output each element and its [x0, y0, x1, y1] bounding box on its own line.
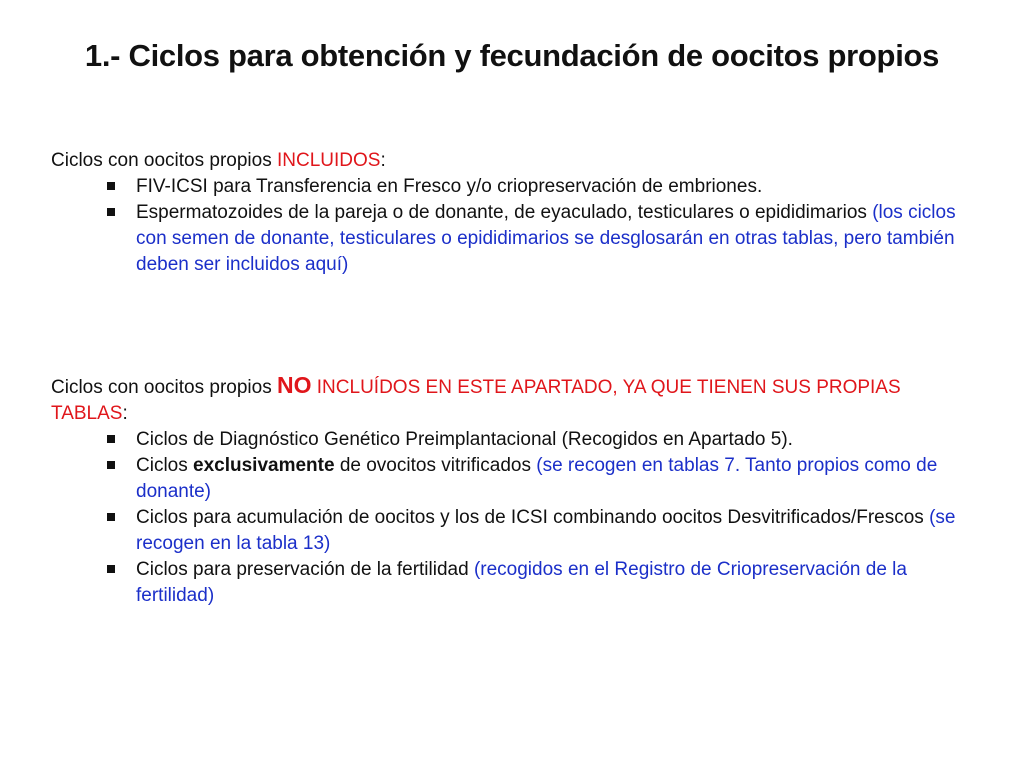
list-item: [51, 174, 981, 200]
list-item-text: Ciclos para acumulación de oocitos y los de ICSI combinando oocitos Desvitrificados/Frescos: [136, 507, 930, 528]
list-item-note: (recogidos en el Registro de Criopreservación de la fertilidad): [136, 559, 907, 606]
list-item-note: (se recogen en tablas 7. Tanto propios como de donante): [136, 455, 938, 502]
square-bullet-icon: [107, 182, 115, 190]
included-section: [51, 148, 981, 278]
excluded-heading-highlight: INCLUÍDOS EN ESTE APARTADO, YA QUE TIENEN SUS PROPIAS TABLAS: [51, 377, 901, 424]
list-item-text: Ciclos para preservación de la fertilidad: [136, 559, 474, 580]
list-item-note: (se recogen en la tabla 13): [136, 507, 956, 554]
list-item-text: Ciclos de Diagnóstico Genético Preimplantacional (Recogidos en Apartado 5).: [136, 429, 793, 450]
list-item: [51, 427, 981, 453]
list-item: [51, 505, 981, 557]
list-item-text: de ovocitos vitrificados: [334, 455, 537, 476]
square-bullet-icon: [107, 513, 115, 521]
square-bullet-icon: [107, 208, 115, 216]
included-heading-suffix: :: [380, 150, 386, 171]
included-list: [51, 174, 981, 278]
square-bullet-icon: [107, 565, 115, 573]
list-item: [51, 557, 981, 609]
square-bullet-icon: [107, 461, 115, 469]
slide-title: 1.- Ciclos para obtención y fecundación de oocitos propios: [84, 38, 940, 73]
list-item: [51, 453, 981, 505]
square-bullet-icon: [107, 435, 115, 443]
excluded-heading: [51, 372, 981, 427]
list-item-note: (los ciclos con semen de donante, testiculares o epididimarios se desglosarán en otras tablas, pero también deben ser incluidos aquí): [136, 202, 956, 275]
included-heading-prefix: Ciclos con oocitos propios: [51, 150, 277, 171]
list-item: [51, 200, 981, 278]
list-item-text: FIV-ICSI para Transferencia en Fresco y/o criopreservación de embriones.: [136, 176, 763, 197]
list-item-text: Ciclos: [136, 455, 194, 476]
list-item-text: Espermatozoides de la pareja o de donante, de eyaculado, testiculares o epididimarios: [136, 202, 873, 223]
included-heading: [51, 148, 981, 174]
excluded-list: [51, 427, 981, 609]
excluded-heading-prefix: Ciclos con oocitos propios: [51, 377, 277, 398]
excluded-heading-suffix: :: [122, 403, 128, 424]
list-item-emphasis: exclusivamente: [193, 455, 335, 476]
excluded-heading-no: NO: [277, 372, 312, 398]
included-heading-highlight: INCLUIDOS: [277, 150, 381, 171]
excluded-section: [51, 372, 981, 609]
